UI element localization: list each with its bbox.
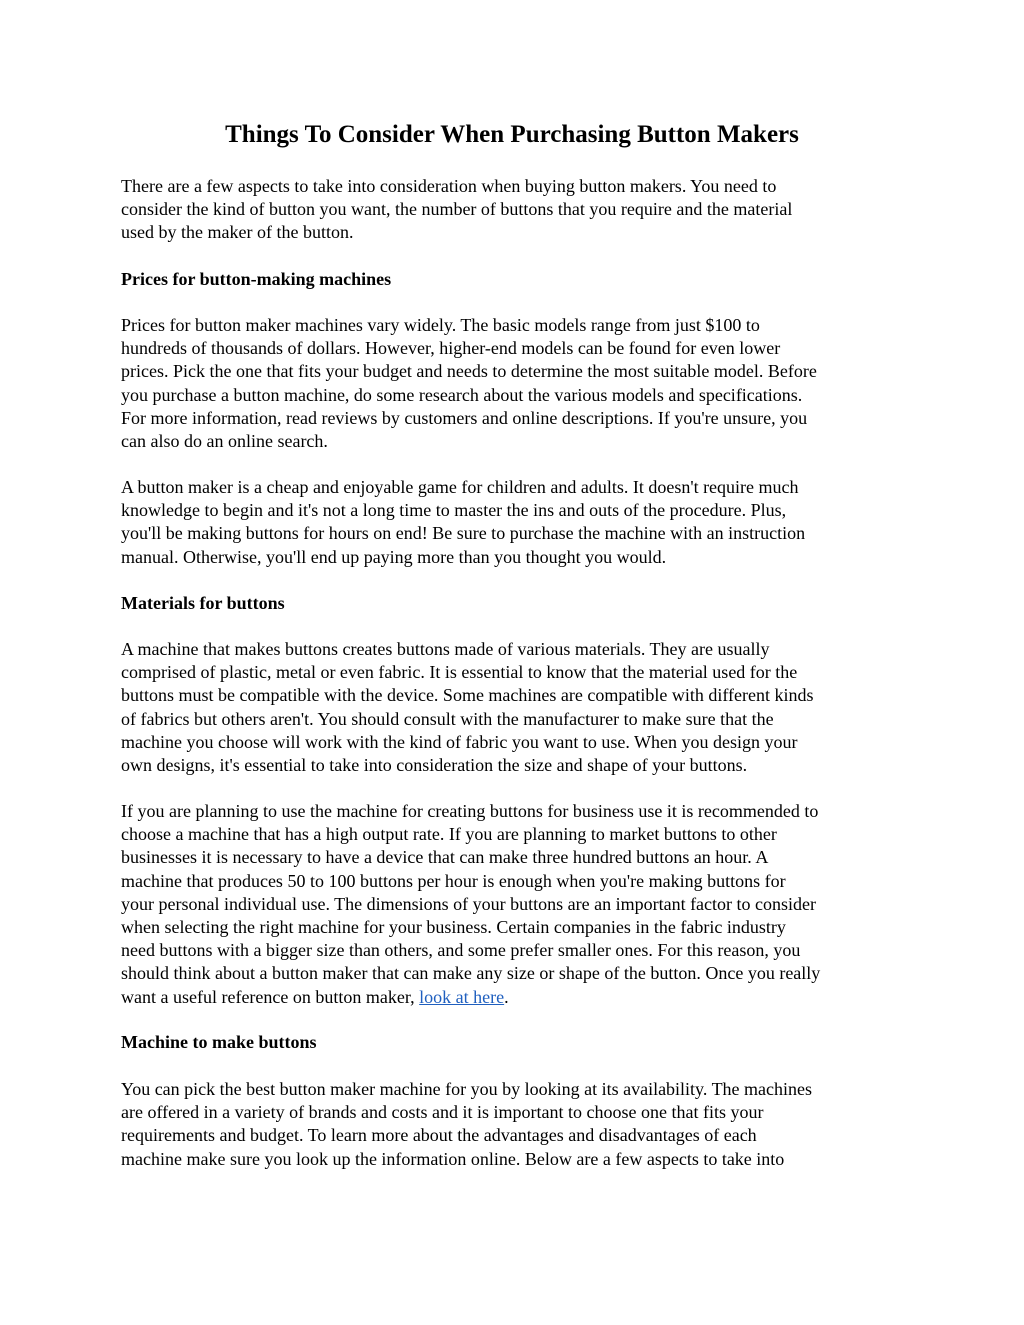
paragraph-line: machine you choose will work with the kind of fabric you want to use. When you design your — [121, 731, 798, 752]
materials-paragraph-1 — [121, 638, 911, 777]
link-prefix-text: want a useful reference on button maker, — [121, 986, 420, 1007]
paragraph-line: when selecting the right machine for your business. Certain companies in the fabric industry — [121, 917, 786, 938]
intro-paragraph — [121, 175, 911, 245]
paragraph-line: hundreds of thousands of dollars. However, higher-end models can be found for even lower — [121, 338, 781, 359]
paragraph-line: are offered in a variety of brands and costs and it is important to choose one that fits your — [121, 1102, 764, 1123]
paragraph-line: machine that produces 50 to 100 buttons per hour is enough when you're making buttons for — [121, 870, 786, 891]
paragraph-line: manual. Otherwise, you'll end up paying more than you thought you would. — [121, 546, 667, 567]
page-title: Things To Consider When Purchasing Button Makers — [225, 121, 799, 148]
paragraph-line: own designs, it's essential to take into consideration the size and shape of your buttons. — [121, 755, 748, 776]
paragraph-line: buttons must be compatible with the device. Some machines are compatible with different kinds — [121, 685, 814, 706]
paragraph-line: can also do an online search. — [121, 431, 328, 452]
paragraph-line: you purchase a button machine, do some research about the various models and specifications. — [121, 384, 803, 405]
machine-paragraph-1 — [121, 1078, 911, 1171]
paragraph-line: of fabrics but others aren't. You should consult with the manufacturer to make sure that the — [121, 708, 774, 729]
paragraph-line: For more information, read reviews by customers and online descriptions. If you're unsure, you — [121, 407, 808, 428]
paragraph-line: You can pick the best button maker machine for you by looking at its availability. The machines — [121, 1079, 813, 1099]
section-heading-machine: Machine to make buttons — [121, 1032, 317, 1052]
paragraph-line: A button maker is a cheap and enjoyable game for children and adults. It doesn't require much — [121, 477, 799, 497]
prices-paragraph-1 — [121, 314, 911, 453]
section-heading-prices: Prices for button-making machines — [121, 269, 392, 289]
paragraph-line: knowledge to begin and it's not a long time to master the ins and outs of the procedure. Plus, — [121, 500, 787, 521]
materials-paragraph-2 — [121, 800, 911, 1009]
section-heading-materials: Materials for buttons — [121, 593, 285, 613]
paragraph-line: comprised of plastic, metal or even fabric. It is essential to know that the material used for the — [121, 662, 798, 683]
paragraph-line: consider the kind of button you want, the number of buttons that you require and the material — [121, 199, 793, 220]
paragraph-line: Prices for button maker machines vary widely. The basic models range from just $100 to — [121, 315, 760, 335]
paragraph-line: should think about a button maker that can make any size or shape of the button. Once you really — [121, 963, 821, 984]
paragraph-line: machine make sure you look up the information online. Below are a few aspects to take into — [121, 1148, 785, 1169]
paragraph-line: you'll be making buttons for hours on end! Be sure to purchase the machine with an instruction — [121, 523, 806, 544]
paragraph-line: businesses it is necessary to have a device that can make three hundred buttons an hour. A — [121, 847, 769, 868]
paragraph-line: used by the maker of the button. — [121, 222, 354, 243]
reference-link[interactable]: look at here — [419, 986, 505, 1007]
paragraph-line: requirements and budget. To learn more about the advantages and disadvantages of each — [121, 1125, 757, 1146]
prices-paragraph-2 — [121, 476, 911, 569]
paragraph-line: prices. Pick the one that fits your budget and needs to determine the most suitable model. Before — [121, 361, 817, 382]
paragraph-line: If you are planning to use the machine for creating buttons for business use it is recommended to — [121, 801, 819, 821]
paragraph-line: your personal individual use. The dimensions of your buttons are an important factor to consider — [121, 893, 817, 914]
paragraph-line: choose a machine that has a high output rate. If you are planning to market buttons to other — [121, 824, 777, 845]
paragraph-line-with-link — [121, 986, 911, 1009]
paragraph-line: There are a few aspects to take into consideration when buying button makers. You need to — [121, 176, 777, 196]
paragraph-line: need buttons with a bigger size than others, and some prefer smaller ones. For this reason, you — [121, 940, 801, 961]
paragraph-line: A machine that makes buttons creates buttons made of various materials. They are usually — [121, 639, 770, 659]
link-suffix-text: . — [504, 986, 509, 1007]
